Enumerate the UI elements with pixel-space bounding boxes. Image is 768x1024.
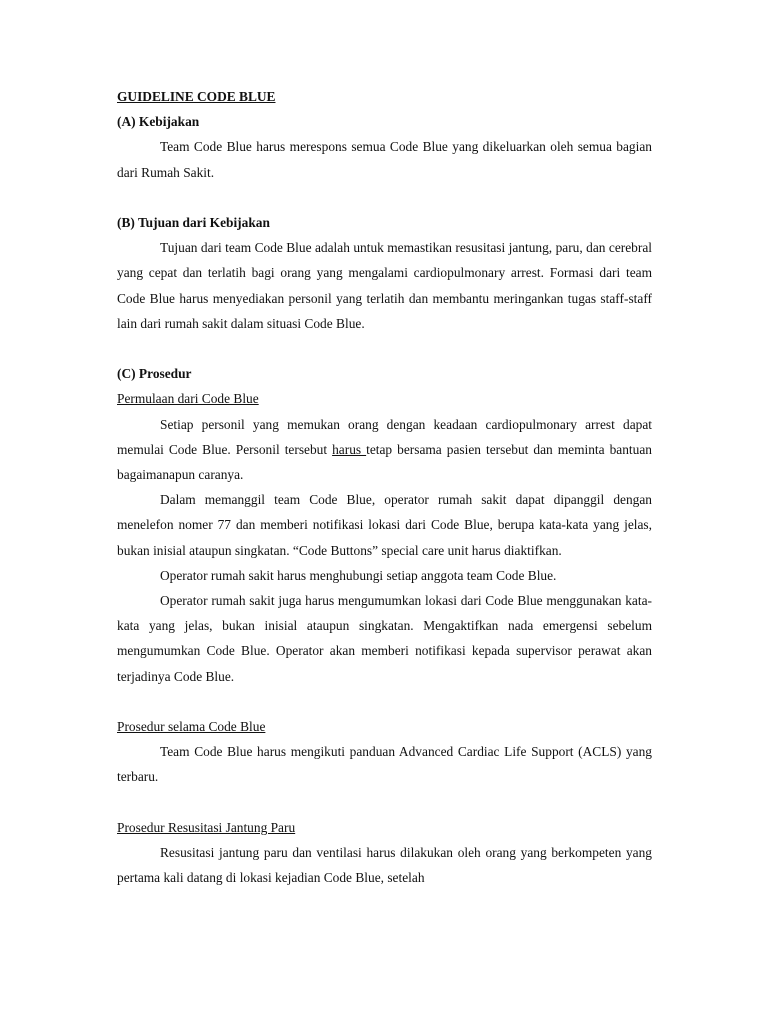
- spacer: [117, 185, 652, 210]
- subsection-selama-heading: Prosedur selama Code Blue: [117, 719, 266, 735]
- spacer: [117, 336, 652, 361]
- section-a-paragraph-1: Team Code Blue harus merespons semua Code Blue yang dikeluarkan oleh semua bagian dari Rumah Sakit.: [117, 139, 652, 180]
- subsection-permulaan-paragraph-2: Dalam memanggil team Code Blue, operator rumah sakit dapat dipanggil dengan menelefon nomer 77 dan memberi notifikasi lokasi dari Code Blue, berupa kata-kata yang jelas, bukan inisial ataupun singkatan. “Code Buttons” special care unit harus diaktifkan.: [117, 492, 652, 558]
- spacer: [117, 790, 652, 815]
- subsection-rjp-heading: Prosedur Resusitasi Jantung Paru: [117, 819, 296, 835]
- section-b-paragraph-1: Tujuan dari team Code Blue adalah untuk memastikan resusitasi jantung, paru, dan cerebral yang cepat dan terlatih bagi orang yang mengalami cardiopulmonary arrest. Formasi dari team Code Blue harus menyediakan personil yang terlatih dan membantu meringankan tugas staff-staff lain dari rumah sakit dalam situasi Code Blue.: [117, 240, 652, 331]
- document-page: [117, 84, 652, 890]
- subsection-permulaan-paragraph-4: Operator rumah sakit juga harus mengumumkan lokasi dari Code Blue menggunakan kata-kata yang jelas, bukan inisial ataupun singkatan. Mengaktifkan nada emergensi sebelum mengumumkan Code Blue. Operator akan memberi notifikasi kepada supervisor perawat akan terjadinya Code Blue.: [117, 593, 652, 684]
- paragraph-text: Setiap personil yang memukan orang dengan keadaan cardiopulmonary arrest dapat memulai Code Blue. Personil tersebut: [117, 416, 652, 457]
- subsection-permulaan-paragraph-1: [117, 412, 652, 488]
- paragraph-text: tetap bersama pasien tersebut dan meminta bantuan bagaimanapun caranya.: [117, 441, 652, 483]
- subsection-permulaan-heading: Permulaan dari Code Blue: [117, 391, 259, 407]
- subsection-selama-paragraph-1: Team Code Blue harus mengikuti panduan Advanced Cardiac Life Support (ACLS) yang terbaru.: [117, 744, 652, 785]
- document-title: GUIDELINE CODE BLUE: [117, 89, 276, 104]
- section-b-heading: (B) Tujuan dari Kebijakan: [117, 215, 270, 230]
- spacer: [117, 689, 652, 714]
- subsection-permulaan-paragraph-3: Operator rumah sakit harus menghubungi setiap anggota team Code Blue.: [160, 567, 557, 583]
- subsection-rjp-paragraph-1: Resusitasi jantung paru dan ventilasi harus dilakukan oleh orang yang berkompeten yang pertama kali datang di lokasi kejadian Code Blue, setelah: [117, 845, 652, 886]
- section-a-heading: (A) Kebijakan: [117, 114, 200, 130]
- section-c-heading: (C) Prosedur: [117, 366, 192, 382]
- underlined-word: harus: [332, 441, 367, 457]
